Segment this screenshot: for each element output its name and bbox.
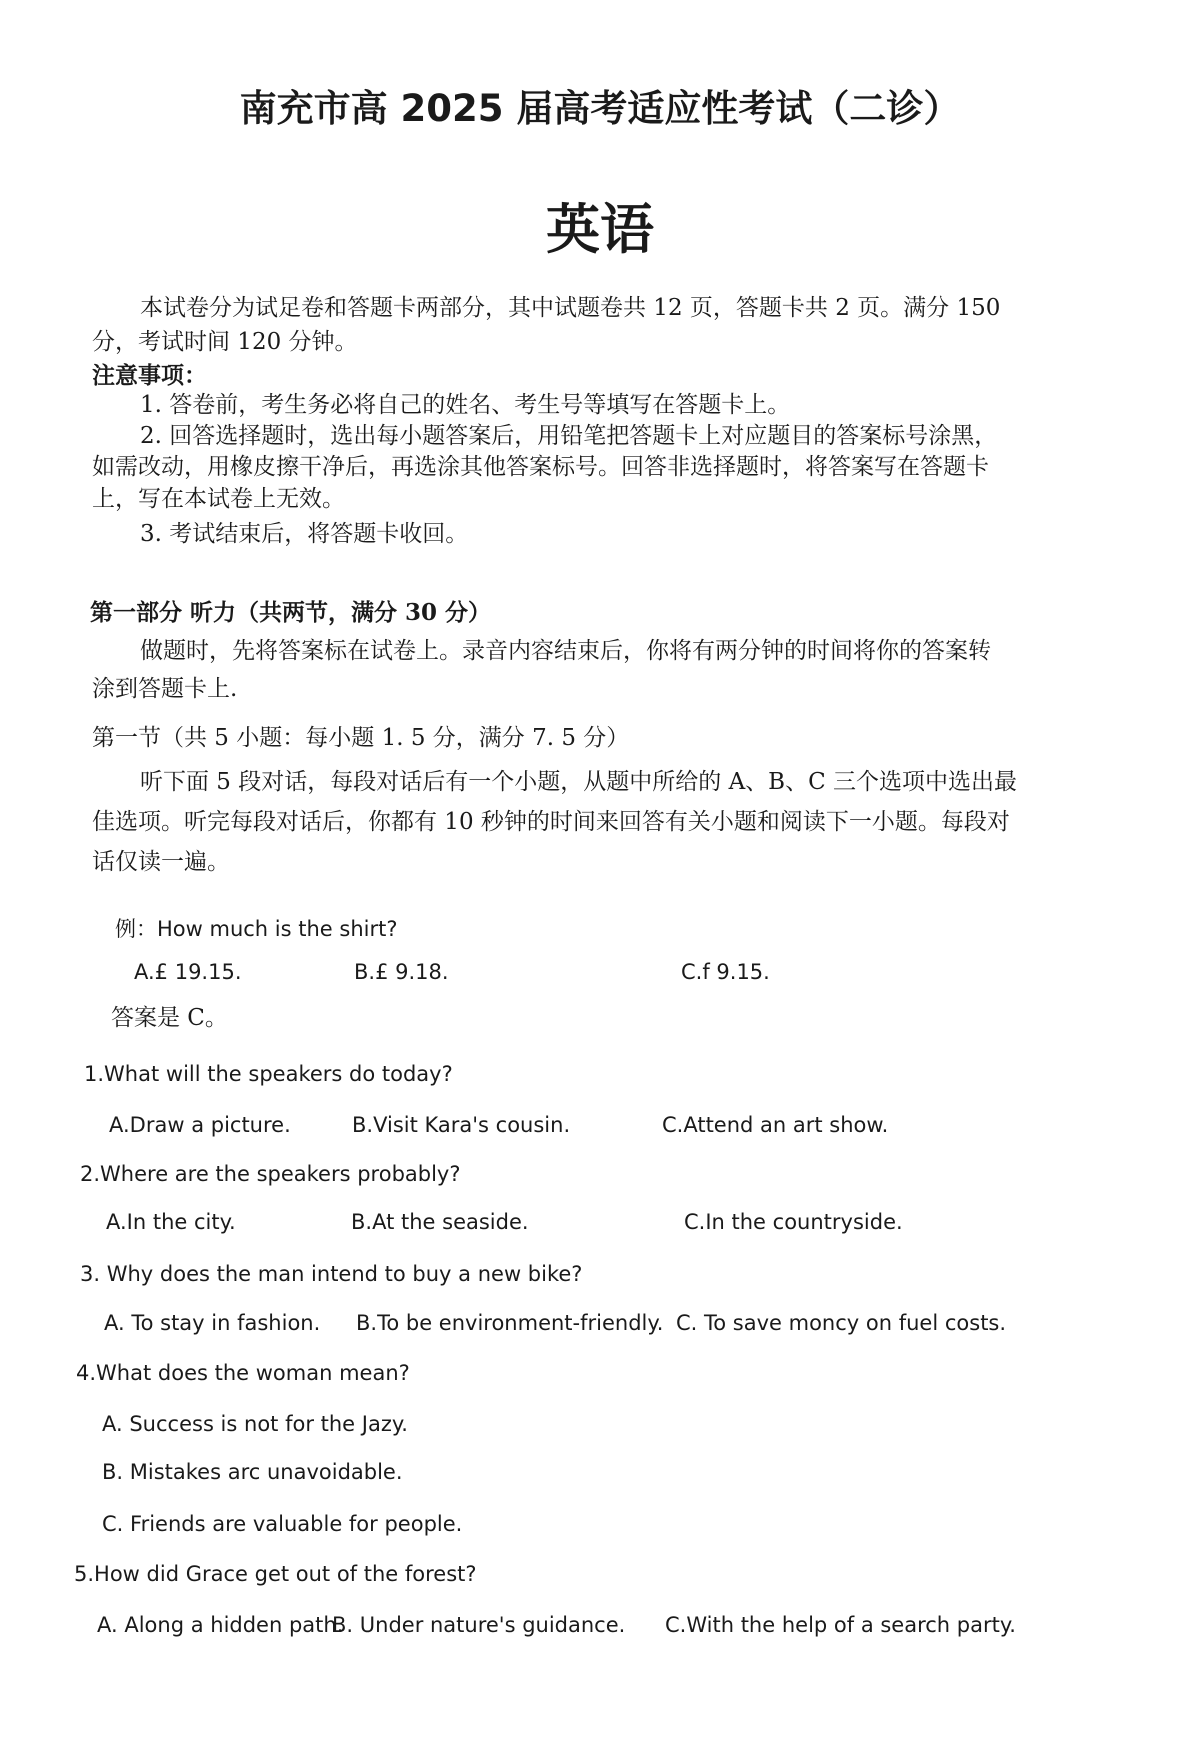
part1-instruction-line-2: 涂到答题卡上.	[92, 676, 238, 702]
question-2-option-a: A.In the city.	[106, 1210, 236, 1234]
example-option-b: B.£ 9.18.	[354, 960, 449, 984]
notes-heading: 注意事项：	[92, 362, 207, 389]
question-1-option-a: A.Draw a picture.	[109, 1113, 291, 1137]
notes-item-3: 3. 考试结束后，将答题卡收回。	[140, 521, 469, 547]
section1-line-1: 听下面 5 段对话，每段对话后有一个小题，从题中所给的 A、B、C 三个选项中选出最	[140, 769, 1017, 795]
question-5-option-a: A. Along a hidden path.	[97, 1613, 344, 1637]
notes-item-2-line-3: 上，写在本试卷上无效。	[92, 486, 345, 512]
question-5-option-b: B. Under nature's guidance.	[332, 1613, 626, 1637]
intro-line-1: 本试卷分为试足卷和答题卡两部分，其中试题卷共 12 页，答题卡共 2 页。满分 150	[140, 295, 1001, 321]
question-4: 4.What does the woman mean?	[76, 1361, 410, 1385]
section1-line-2: 佳选项。听完每段对话后，你都有 10 秒钟的时间来回答有关小题和阅读下一小题。每段对	[92, 809, 1010, 835]
question-5: 5.How did Grace get out of the forest?	[74, 1562, 477, 1586]
section1-line-3: 话仅读一遍。	[92, 849, 230, 875]
notes-item-1: 1. 答卷前，考生务必将自己的姓名、考生号等填写在答题卡上。	[140, 392, 791, 418]
question-5-option-c: C.With the help of a search party.	[665, 1613, 1016, 1637]
subject-title: 英语	[546, 197, 654, 261]
example-option-a: A.£ 19.15.	[134, 960, 242, 984]
example-answer: 答案是 C。	[111, 1005, 228, 1031]
question-3-option-a: A. To stay in fashion.	[104, 1311, 321, 1335]
part1-instruction-line-1: 做题时，先将答案标在试卷上。录音内容结束后，你将有两分钟的时间将你的答案转	[140, 638, 991, 664]
question-4-option-c: C. Friends are valuable for people.	[102, 1512, 463, 1536]
question-2-option-b: B.At the seaside.	[351, 1210, 529, 1234]
example-question: 例：How much is the shirt?	[115, 917, 398, 941]
question-4-option-b: B. Mistakes arc unavoidable.	[102, 1460, 403, 1484]
question-2-option-c: C.In the countryside.	[684, 1210, 903, 1234]
part1-heading: 第一部分 听力（共两节，满分 30 分）	[90, 599, 492, 626]
question-3-option-b: B.To be environment-friendly.	[356, 1311, 664, 1335]
section1-heading: 第一节（共 5 小题：每小题 1. 5 分，满分 7. 5 分）	[92, 725, 630, 751]
example-option-c: C.f 9.15.	[681, 960, 770, 984]
notes-item-2-line-1: 2. 回答选择题时，选出每小题答案后，用铅笔把答题卡上对应题目的答案标号涂黑，	[140, 423, 998, 449]
question-4-option-a: A. Success is not for the Jazy.	[102, 1412, 408, 1436]
intro-line-2: 分，考试时间 120 分钟。	[92, 329, 358, 355]
question-1: 1.What will the speakers do today?	[84, 1062, 453, 1086]
question-1-option-b: B.Visit Kara's cousin.	[352, 1113, 571, 1137]
question-3: 3. Why does the man intend to buy a new bike?	[80, 1262, 583, 1286]
question-2: 2.Where are the speakers probably?	[80, 1162, 461, 1186]
question-1-option-c: C.Attend an art show.	[662, 1113, 889, 1137]
notes-item-2-line-2: 如需改动，用橡皮擦干净后，再选涂其他答案标号。回答非选择题时，将答案写在答题卡	[92, 454, 989, 480]
question-3-option-c: C. To save moncy on fuel costs.	[676, 1311, 1007, 1335]
exam-title: 南充市高 2025 届高考适应性考试（二诊）	[239, 87, 961, 130]
